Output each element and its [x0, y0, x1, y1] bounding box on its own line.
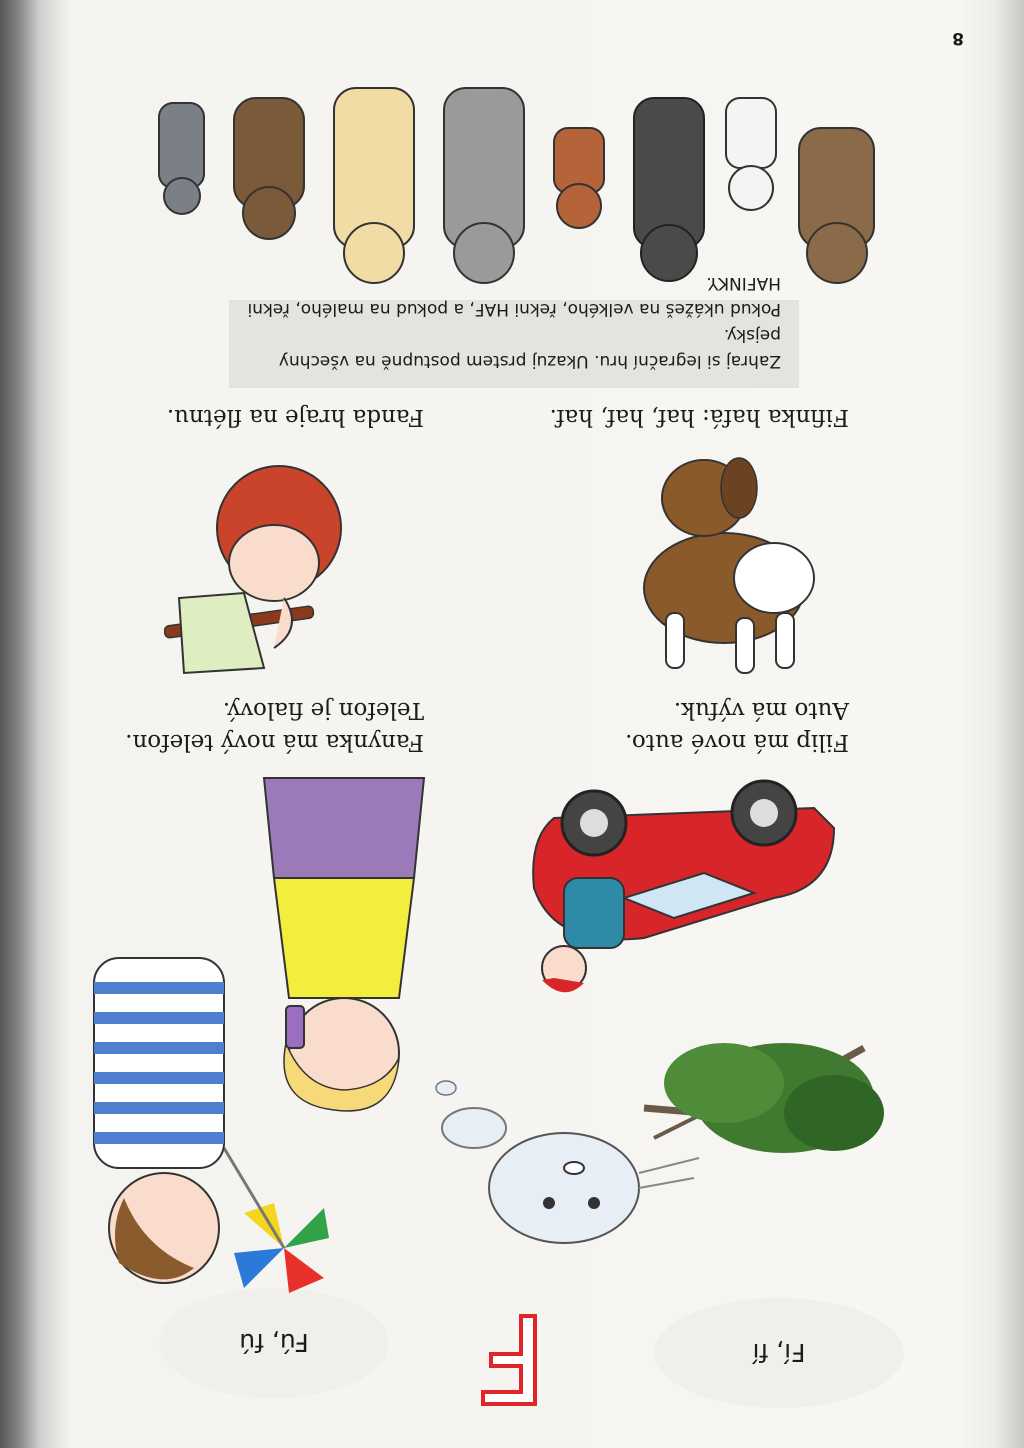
- instructions-box: [229, 273, 799, 388]
- caption-fanynka-line-2: Telefon je fialový.: [222, 697, 424, 723]
- page-number: 8: [952, 28, 964, 48]
- boy-with-car-illustration: [524, 768, 854, 1008]
- black-dog: [634, 98, 704, 281]
- speech-bubble-fi: [654, 1298, 904, 1408]
- brown-dog: [799, 128, 874, 283]
- speech-bubble-fu-text: Fú, fú: [239, 1328, 309, 1358]
- phone-icon: [286, 1006, 304, 1048]
- dog-fifinka-illustration: [604, 448, 834, 688]
- caption-filip: [625, 694, 849, 758]
- caption-fifinka: Fifinka hafá: haf, haf, haf.: [549, 404, 849, 430]
- dogs-row-illustration: [114, 68, 894, 288]
- girl-with-phone-illustration: [244, 758, 444, 1118]
- caption-fanynka: [125, 694, 424, 758]
- caption-filip-line-2: Auto má výfuk.: [673, 697, 849, 723]
- wind-cloud-icon: [436, 1081, 699, 1243]
- grey-husky: [444, 88, 524, 283]
- yellow-dog: [334, 88, 414, 283]
- letter-f: [479, 1313, 539, 1408]
- wind-and-tree-illustration: [434, 978, 894, 1298]
- caption-fanda: Fanda hraje na flétnu.: [166, 404, 424, 430]
- caption-fanynka-line-1: Fanynka má nový telefon.: [125, 729, 424, 755]
- tree-icon: [644, 1043, 884, 1153]
- pinwheel-icon: [224, 1148, 329, 1293]
- white-terrier: [726, 98, 776, 210]
- boy-with-flute-illustration: [164, 448, 424, 688]
- instructions-line-1: Zahraj si legrační hru. Ukazuj prstem postupně na všechny pejsky.: [278, 325, 781, 371]
- speech-bubble-fi-text: Fí, fí: [752, 1338, 806, 1368]
- small-brown-dog: [554, 128, 604, 228]
- shaggy-dog: [234, 98, 304, 239]
- small-grey-dog: [159, 103, 204, 214]
- instructions-line-2: Pokud ukážeš na velkého, řekni HAF, a pokud na malého, řekni HAFINKY.: [247, 273, 781, 319]
- caption-filip-line-1: Filip má nové auto.: [625, 729, 849, 755]
